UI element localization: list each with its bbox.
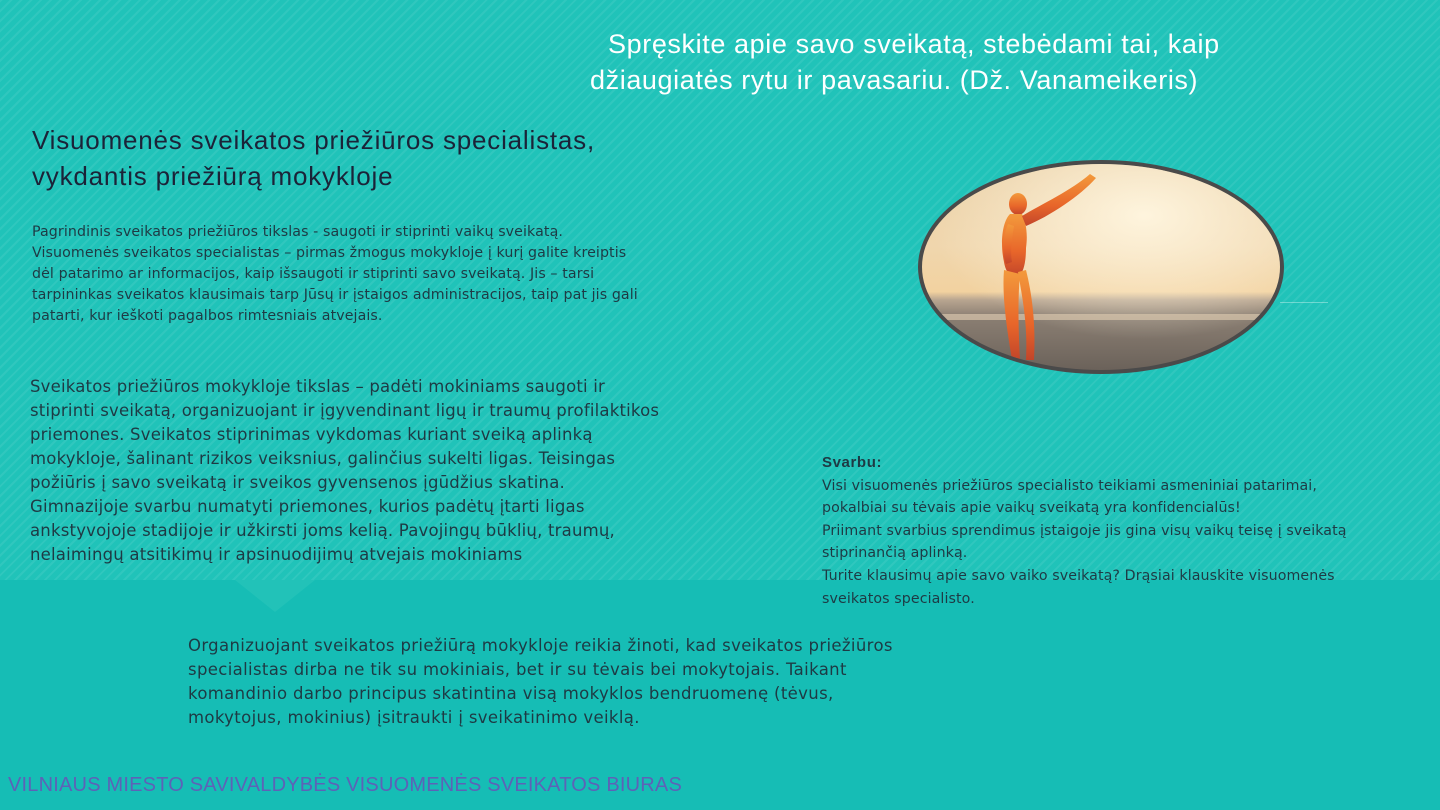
goal-line: Sveikatos priežiūros mokykloje tikslas – padėti mokiniams saugoti ir — [30, 377, 606, 396]
team-line: Organizuojant sveikatos priežiūrą mokykloje reikia žinoti, kad sveikatos priežiūros — [188, 636, 893, 655]
page-title-line-1: Visuomenės sveikatos priežiūros specialistas, — [32, 125, 595, 155]
team-line: mokytojus, mokinius) įsitraukti į sveikatinimo veiklą. — [188, 708, 640, 727]
intro-line: dėl patarimo ar informacijos, kaip išsaugoti ir stiprinti savo sveikatą. Jis – tarsi — [32, 266, 595, 282]
important-box — [822, 452, 1347, 610]
exercise-photo — [918, 160, 1284, 374]
decorative-line — [1280, 302, 1328, 303]
goal-line: mokykloje, šalinant rizikos veiksnius, galinčius sukelti ligas. Teisingas — [30, 449, 616, 468]
important-line: Visi visuomenės priežiūros specialisto teikiami asmeniniai patarimai, — [822, 477, 1317, 494]
footer-organization: VILNIAUS MIESTO SAVIVALDYBĖS VISUOMENĖS SVEIKATOS BIURAS — [8, 774, 682, 796]
intro-paragraph — [32, 222, 638, 327]
important-line: Turite klausimų apie savo vaiko sveikatą? Drąsiai klauskite visuomenės — [822, 567, 1335, 584]
quote-line-2: džiaugiatės rytu ir pavasariu. (Dž. Vanameikeris) — [590, 65, 1199, 95]
team-line: komandinio darbo principus skatintina visą mokyklos bendruomenę (tėvus, — [188, 684, 834, 703]
important-line: Priimant svarbius sprendimus įstaigoje jis gina visų vaikų teisę į sveikatą — [822, 522, 1347, 539]
page-title — [32, 122, 752, 194]
band-notch — [235, 580, 315, 612]
goal-line: stiprinti sveikatą, organizuojant ir įgyvendinant ligų ir traumų profilaktikos — [30, 401, 660, 420]
goal-line: priemones. Sveikatos stiprinimas vykdomas kuriant sveiką aplinką — [30, 425, 593, 444]
goal-paragraph — [30, 375, 659, 567]
page-title-line-2: vykdantis priežiūrą mokykloje — [32, 161, 394, 191]
goal-line: Gimnazijoje svarbu numatyti priemones, kurios padėtų įtarti ligas — [30, 497, 585, 516]
important-title: Svarbu: — [822, 454, 883, 471]
woman-stretching-illustration — [922, 164, 1280, 370]
team-line: specialistas dirba ne tik su mokiniais, bet ir su tėvais bei mokytojais. Taikant — [188, 660, 847, 679]
goal-line: nelaimingų atsitikimų ir apsinuodijimų atvejais mokiniams — [30, 545, 523, 564]
quote-line-1: Spręskite apie savo sveikatą, stebėdami tai, kaip — [608, 29, 1220, 59]
important-line: pokalbiai su tėvais apie vaikų sveikatą yra konfidencialūs! — [822, 500, 1241, 517]
important-line: sveikatos specialisto. — [822, 590, 975, 607]
intro-line: Pagrindinis sveikatos priežiūros tikslas - saugoti ir stiprinti vaikų sveikatą. — [32, 224, 563, 240]
goal-line: požiūris į savo sveikatą ir sveikos gyvensenos įgūdžius skatina. — [30, 473, 565, 492]
important-line: stiprinančią aplinką. — [822, 545, 968, 562]
quote — [590, 26, 1390, 98]
team-paragraph — [188, 634, 893, 730]
goal-line: ankstyvojoje stadijoje ir užkirsti joms kelią. Pavojingų būklių, traumų, — [30, 521, 615, 540]
intro-line: tarpininkas sveikatos klausimais tarp Jūsų ir įstaigos administracijos, taip pat jis gali — [32, 287, 638, 303]
intro-line: patarti, kur ieškoti pagalbos rimtesniais atvejais. — [32, 308, 383, 324]
intro-line: Visuomenės sveikatos specialistas – pirmas žmogus mokykloje į kurį galite kreiptis — [32, 245, 627, 261]
